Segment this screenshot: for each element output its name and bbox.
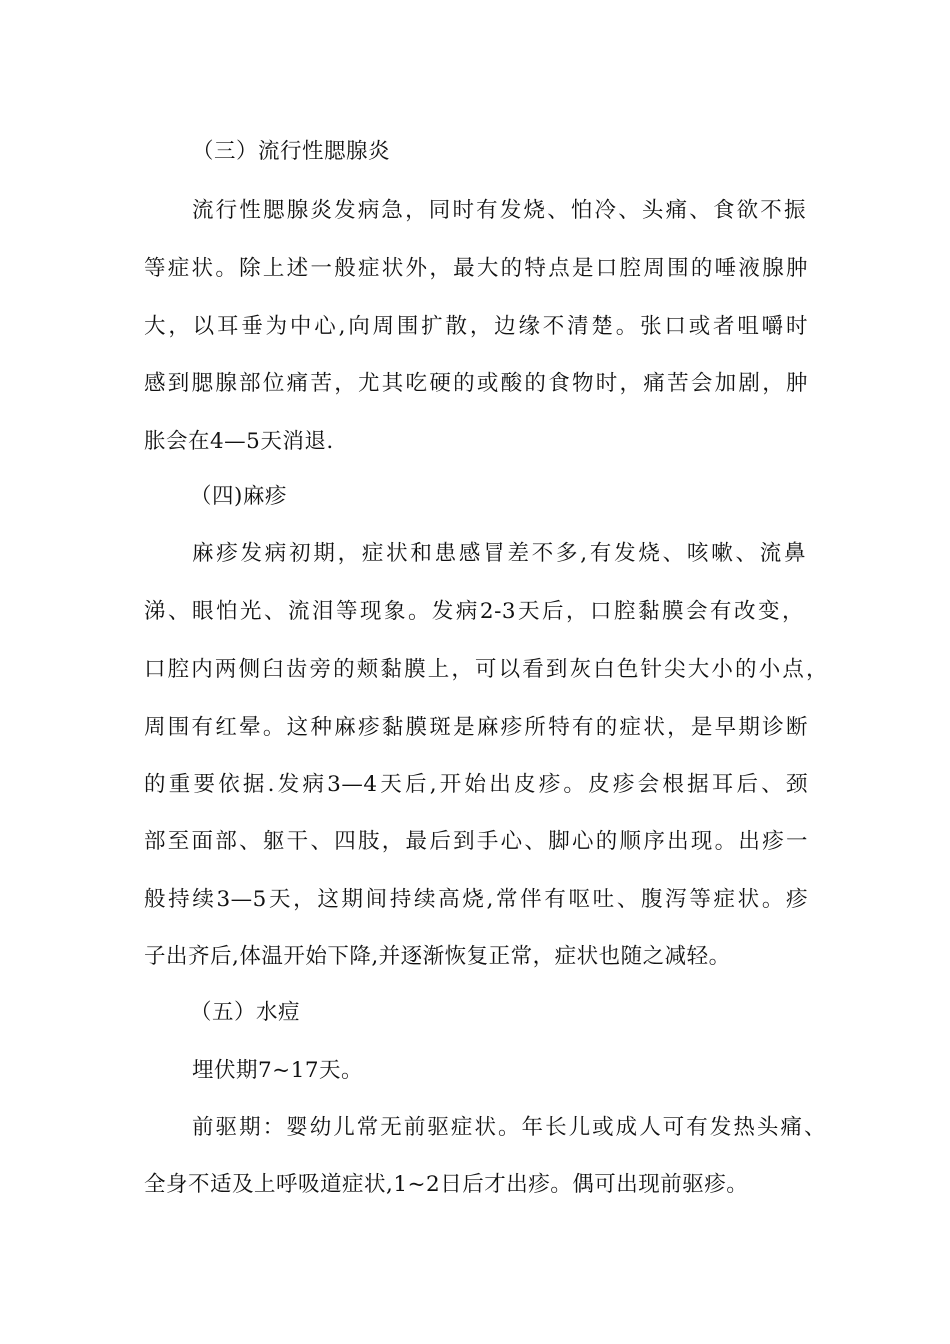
- paragraph-line: 周围有红晕。这种麻疹黏膜斑是麻疹所特有的症状，是早期诊断: [144, 715, 808, 740]
- paragraph-line: 部至面部、躯干、四肢，最后到手心、脚心的顺序出现。出疹一: [144, 829, 808, 854]
- paragraph-line: 麻疹发病初期，症状和患感冒差不多,有发烧、咳嗽、流鼻: [192, 541, 806, 566]
- paragraph-line: 子出齐后,体温开始下降,并逐渐恢复正常，症状也随之减轻。: [144, 944, 731, 969]
- paragraph-line: 般持续3—5天，这期间持续高烧,常伴有呕吐、腹泻等症状。疹: [144, 887, 808, 912]
- paragraph-line: 等症状。除上述一般症状外，最大的特点是口腔周围的唾液腺肿: [144, 256, 808, 281]
- section-heading-measles: （四)麻疹: [190, 484, 287, 509]
- section-heading-chickenpox: （五）水痘: [190, 1000, 301, 1025]
- paragraph-line: 感到腮腺部位痛苦，尤其吃硬的或酸的食物时，痛苦会加剧，肿: [144, 371, 808, 396]
- paragraph-line: 流行性腮腺炎发病急，同时有发烧、怕冷、头痛、食欲不振: [192, 198, 806, 223]
- paragraph-line: 口腔内两侧臼齿旁的颊黏膜上，可以看到灰白色针尖大小的小点，: [144, 657, 828, 682]
- paragraph-line: 大，以耳垂为中心,向周围扩散，边缘不清楚。张口或者咀嚼时: [144, 314, 808, 339]
- paragraph-line: 全身不适及上呼吸道症状,1~2日后才出疹。偶可出现前驱疹。: [144, 1172, 749, 1197]
- paragraph-line: 的重要依据.发病3—4天后,开始出皮疹。皮疹会根据耳后、颈: [144, 772, 808, 797]
- section-heading-mumps: （三）流行性腮腺炎: [192, 139, 391, 164]
- paragraph-line: 前驱期：婴幼儿常无前驱症状。年长儿或成人可有发热头痛、: [192, 1115, 826, 1140]
- paragraph-line: 胀会在4—5天消退.: [144, 429, 334, 454]
- paragraph-line: 涕、眼怕光、流泪等现象。发病2-3天后，口腔黏膜会有改变，: [144, 599, 804, 624]
- paragraph-line: 埋伏期7~17天。: [192, 1058, 364, 1083]
